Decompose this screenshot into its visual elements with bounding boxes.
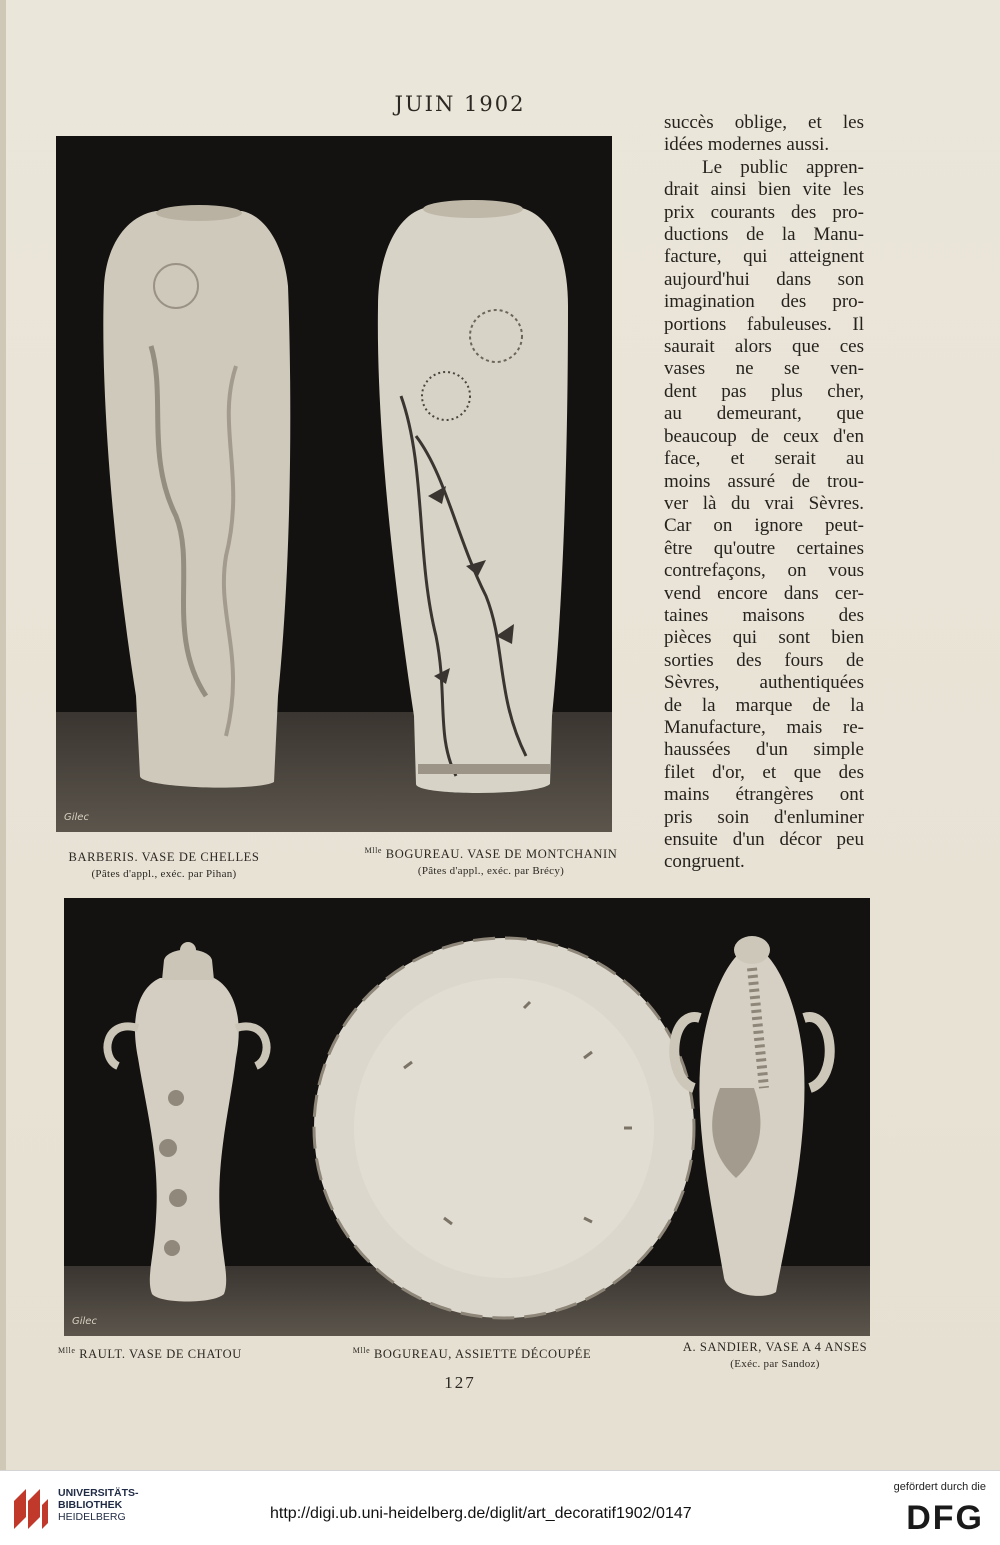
text-line: Sèvres, authentiquées: [664, 672, 864, 694]
vase-montchanin-mouth: [423, 200, 523, 218]
text-line: être qu'outre certaines: [664, 537, 864, 559]
text-line: drait ainsi bien vite les: [664, 179, 864, 201]
title-prefix: Mlle: [58, 1346, 76, 1355]
text-line: contrefaçons, on vous: [664, 560, 864, 582]
funder-label: gefördert durch die: [893, 1481, 986, 1493]
text-line: ver là du vrai Sèvres.: [664, 492, 864, 514]
caption-title: [338, 1346, 606, 1362]
text-line: Le public appren-: [702, 156, 864, 178]
library-name-line3: HEIDELBERG: [58, 1511, 126, 1523]
photo-vases-top: [56, 136, 612, 832]
text-line: idées modernes aussi.: [664, 134, 830, 156]
text-line: pris soin d'enluminer: [664, 806, 864, 828]
engraver-mark: Gilec: [72, 1316, 97, 1327]
university-library-logo-icon: [10, 1483, 52, 1533]
caption-rault: [58, 1346, 268, 1362]
text-line: beaucoup de ceux d'en: [664, 425, 864, 447]
caption-bogureau-plate: [338, 1346, 606, 1362]
text-line: sorties des fours de: [664, 649, 864, 671]
caption-title: BARBERIS. VASE DE CHELLES: [68, 850, 260, 864]
caption-barberis: [54, 850, 274, 880]
page-edge: [0, 0, 6, 1470]
vase-chelles-mouth: [156, 205, 242, 221]
library-name-line1: UNIVERSITÄTS-: [58, 1487, 139, 1499]
article-text-column: [664, 112, 864, 874]
text-line: filet d'or, et que des: [664, 761, 864, 783]
text-line: au demeurant, que: [664, 403, 864, 425]
library-name-line2: BIBLIOTHEK: [58, 1499, 123, 1511]
text-line: mains étrangères ont: [664, 784, 864, 806]
text-line: portions fabuleuses. Il: [664, 313, 864, 335]
text-line: saurait alors que ces: [664, 336, 864, 358]
vase-montchanin: [378, 208, 568, 793]
text-line: ensuite d'un décor peu: [664, 829, 864, 850]
text-line: pièces qui sont bien: [664, 627, 864, 649]
text-line: vases ne se ven-: [664, 358, 864, 380]
text-line: succès oblige, et les: [664, 112, 864, 133]
text-line: face, et serait au: [664, 448, 864, 470]
caption-sandier: [670, 1340, 880, 1370]
text-line: taines maisons des: [664, 604, 864, 626]
vase-chelles: [103, 211, 290, 788]
permalink[interactable]: http://digi.ub.uni-heidelberg.de/diglit/art_decoratif1902/0147: [270, 1505, 692, 1522]
page-number: 127: [444, 1373, 476, 1392]
text-line: Manufacture, mais re-: [664, 716, 864, 738]
text-line: aujourd'hui dans son: [664, 268, 864, 290]
text-line: de la marque de la: [664, 694, 864, 716]
text-line: moins assuré de trou-: [664, 470, 864, 492]
text-line: prix courants des pro-: [664, 201, 864, 223]
text-line: vend encore dans cer-: [664, 582, 864, 604]
text-line: haussées d'un simple: [664, 739, 864, 761]
caption-credit: (Pâtes d'appl., exéc. par Brécy): [417, 865, 565, 878]
engraver-mark: Gilec: [64, 812, 89, 823]
caption-title: A. SANDIER, VASE A 4 ANSES: [682, 1340, 868, 1354]
caption-title-text: BOGUREAU. VASE DE MONTCHANIN: [382, 847, 618, 862]
ceramics-illustration: [64, 898, 870, 1336]
text-line: congruent.: [664, 851, 745, 873]
text-line: facture, qui atteignent: [664, 246, 864, 268]
text-line: ductions de la Manu-: [664, 224, 864, 246]
vases-illustration: [56, 136, 612, 832]
vase-chatou: [135, 978, 239, 1302]
text-line: Car on ignore peut-: [664, 515, 864, 537]
caption-title-text: RAULT. VASE DE CHATOU: [75, 1347, 242, 1362]
caption-credit: (Pâtes d'appl., exéc. par Pihan): [91, 868, 237, 880]
title-prefix: Mlle: [364, 846, 383, 855]
photo-ceramics-bottom: [64, 898, 870, 1336]
caption-title: [356, 846, 626, 862]
text-line: imagination des pro-: [664, 291, 864, 313]
caption-title-text: BOGUREAU, ASSIETTE DÉCOUPÉE: [370, 1347, 592, 1362]
text-line: dent pas plus cher,: [664, 380, 864, 402]
title-prefix: Mlle: [352, 1346, 371, 1355]
dfg-logo: DFG: [906, 1499, 984, 1537]
digitization-footer: [0, 1470, 1000, 1545]
caption-bogureau-vase: [356, 846, 626, 877]
library-name: [58, 1487, 139, 1523]
running-header: JUIN 1902: [394, 92, 526, 116]
caption-title: [58, 1346, 268, 1362]
caption-credit: (Exéc. par Sandoz): [730, 1358, 820, 1370]
